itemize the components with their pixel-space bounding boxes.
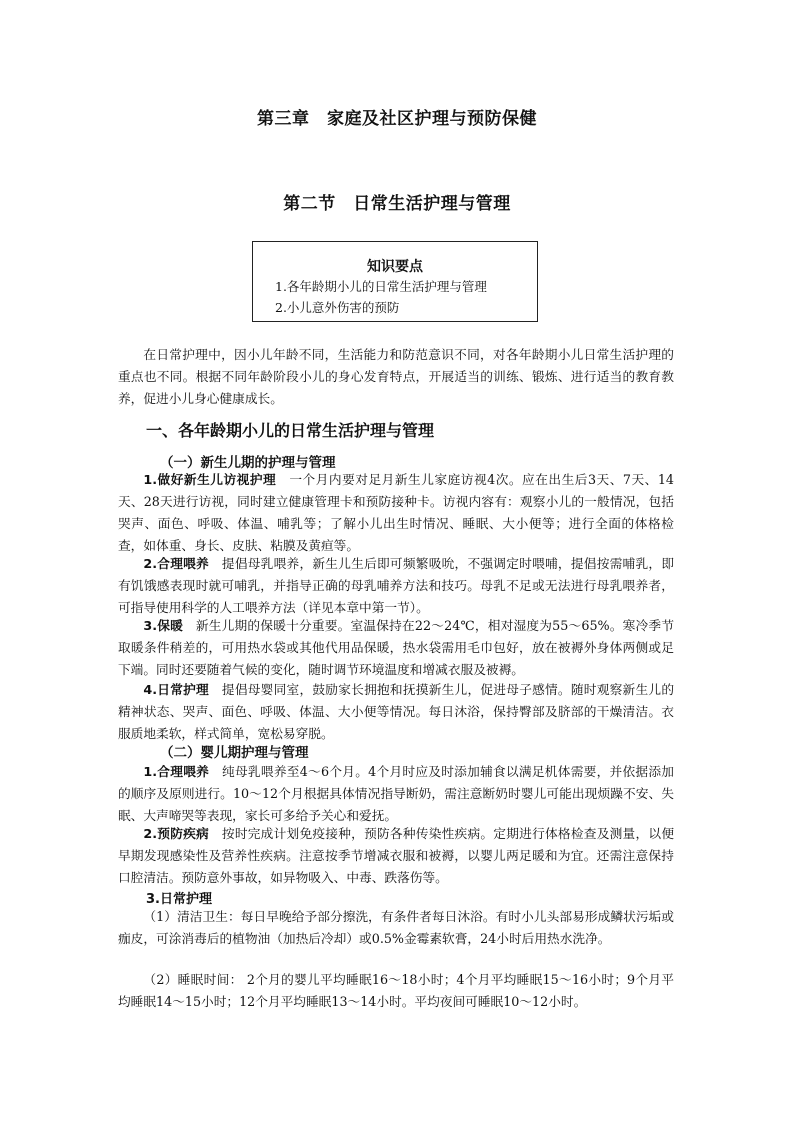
infant-daily-care-heading: 3.日常护理 bbox=[146, 892, 212, 907]
knowledge-points-box bbox=[252, 241, 538, 322]
heading-newborn: （一）新生儿期的护理与管理 bbox=[160, 455, 336, 471]
paragraph-label: 3.保暖 bbox=[143, 618, 184, 633]
paragraph-label: 2.预防疾病 bbox=[143, 826, 209, 841]
paragraph-label: 1.合理喂养 bbox=[143, 764, 210, 779]
infant-subparagraph-2: （2）睡眠时间： 2个月的婴儿平均睡眠16～18小时；4个月平均睡眠15～16小时；9个月平均睡眠14～15小时；12个月平均睡眠13～14小时。平均夜间可睡眠10～12小时。 bbox=[118, 972, 674, 1009]
paragraph-label: 1.做好新生儿访视护理 bbox=[143, 472, 277, 487]
infant-subparagraph-1: （1）清洁卫生：每日早晚给予部分擦洗，有条件者每日沐浴。有时小儿头部易形成鳞状污垢或痂皮，可涂消毒后的植物油（加热后冷却）或0.5%金霉素软膏，24小时后用热水洗净。 bbox=[118, 909, 674, 946]
infant-paragraph-2 bbox=[118, 823, 674, 889]
newborn-paragraph-2 bbox=[118, 553, 674, 619]
chapter-title: 第三章 家庭及社区护理与预防保健 bbox=[257, 109, 537, 129]
newborn-paragraph-4 bbox=[118, 679, 674, 745]
paragraph-text: 按时完成计划免疫接种，预防各种传染性疾病。定期进行体格检查及测量，以便早期发现感染性及营养性疾病。注意按季节增减衣服和被褥，以婴儿两足暖和为宜。还需注意保持口腔清洁。预防意外事故，如异物吸入、中毒、跌落伤等。 bbox=[118, 826, 675, 885]
paragraph-text: 一个月内要对足月新生儿家庭访视4次。应在出生后3天、7天、14天、28天进行访视，同时建立健康管理卡和预防接种卡。访视内容有：观察小儿的一般情况，包括哭声、面色、呼吸、体温、哺乳等；了解小儿出生时情况、睡眠、大小便等；进行全面的体格检查，如体重、身长、皮肤、粘膜及黄疸等。 bbox=[118, 472, 674, 553]
paragraph-text: 新生儿期的保暖十分重要。室温保持在22～24℃，相对湿度为55～65%。寒冷季节取暖条件稍差的，可用热水袋或其他代用品保暖，热水袋需用毛巾包好，放在被褥外身体两侧或足下端。同时还要随着气候的变化，随时调节环境温度和增减衣服及被褥。 bbox=[118, 618, 675, 677]
newborn-paragraph-1 bbox=[118, 469, 674, 557]
section-title: 第二节 日常生活护理与管理 bbox=[283, 194, 511, 214]
infant-paragraph-1 bbox=[118, 761, 674, 827]
heading-level-1: 一、各年龄期小儿的日常生活护理与管理 bbox=[146, 421, 435, 440]
intro-paragraph: 在日常护理中，因小儿年龄不同，生活能力和防范意识不同，对各年龄期小儿日常生活护理的重点也不同。根据不同年龄阶段小儿的身心发育特点，开展适当的训练、锻炼、进行适当的教育教养，促进小儿身心健康成长。 bbox=[118, 347, 674, 406]
paragraph-label: 2.合理喂养 bbox=[143, 556, 209, 571]
knowledge-points-title: 知识要点 bbox=[367, 259, 423, 275]
paragraph-text: 纯母乳喂养至4～6个月。4个月时应及时添加辅食以满足机体需要，并依据添加的顺序及原则进行。10～12个月根据具体情况指导断奶，需注意断奶时婴儿可能出现烦躁不安、失眠、大声啼哭等表现，家长可多给予关心和爱抚。 bbox=[118, 764, 674, 823]
newborn-paragraph-3 bbox=[118, 615, 674, 681]
heading-infant: （二）婴儿期护理与管理 bbox=[160, 745, 309, 761]
paragraph-text: 提倡母乳喂养，新生儿生后即可频繁吸吮，不强调定时喂哺，提倡按需哺乳，即有饥饿感表现时就可哺乳，并指导正确的母乳哺养方法和技巧。母乳不足或无法进行母乳喂养者，可指导使用科学的人工喂养方法（详见本章中第一节）。 bbox=[118, 556, 675, 615]
paragraph-label: 4.日常护理 bbox=[143, 682, 209, 697]
paragraph-text: 提倡母婴同室，鼓励家长拥抱和抚摸新生儿，促进母子感情。随时观察新生儿的精神状态、哭声、面色、呼吸、体温、大小便等情况。每日沐浴，保持臀部及脐部的干燥清洁。衣服质地柔软，样式简单，宽松易穿脱。 bbox=[118, 682, 675, 741]
knowledge-point-item: 2.小儿意外伤害的预防 bbox=[275, 300, 400, 315]
knowledge-point-item: 1.各年龄期小儿的日常生活护理与管理 bbox=[275, 279, 487, 294]
